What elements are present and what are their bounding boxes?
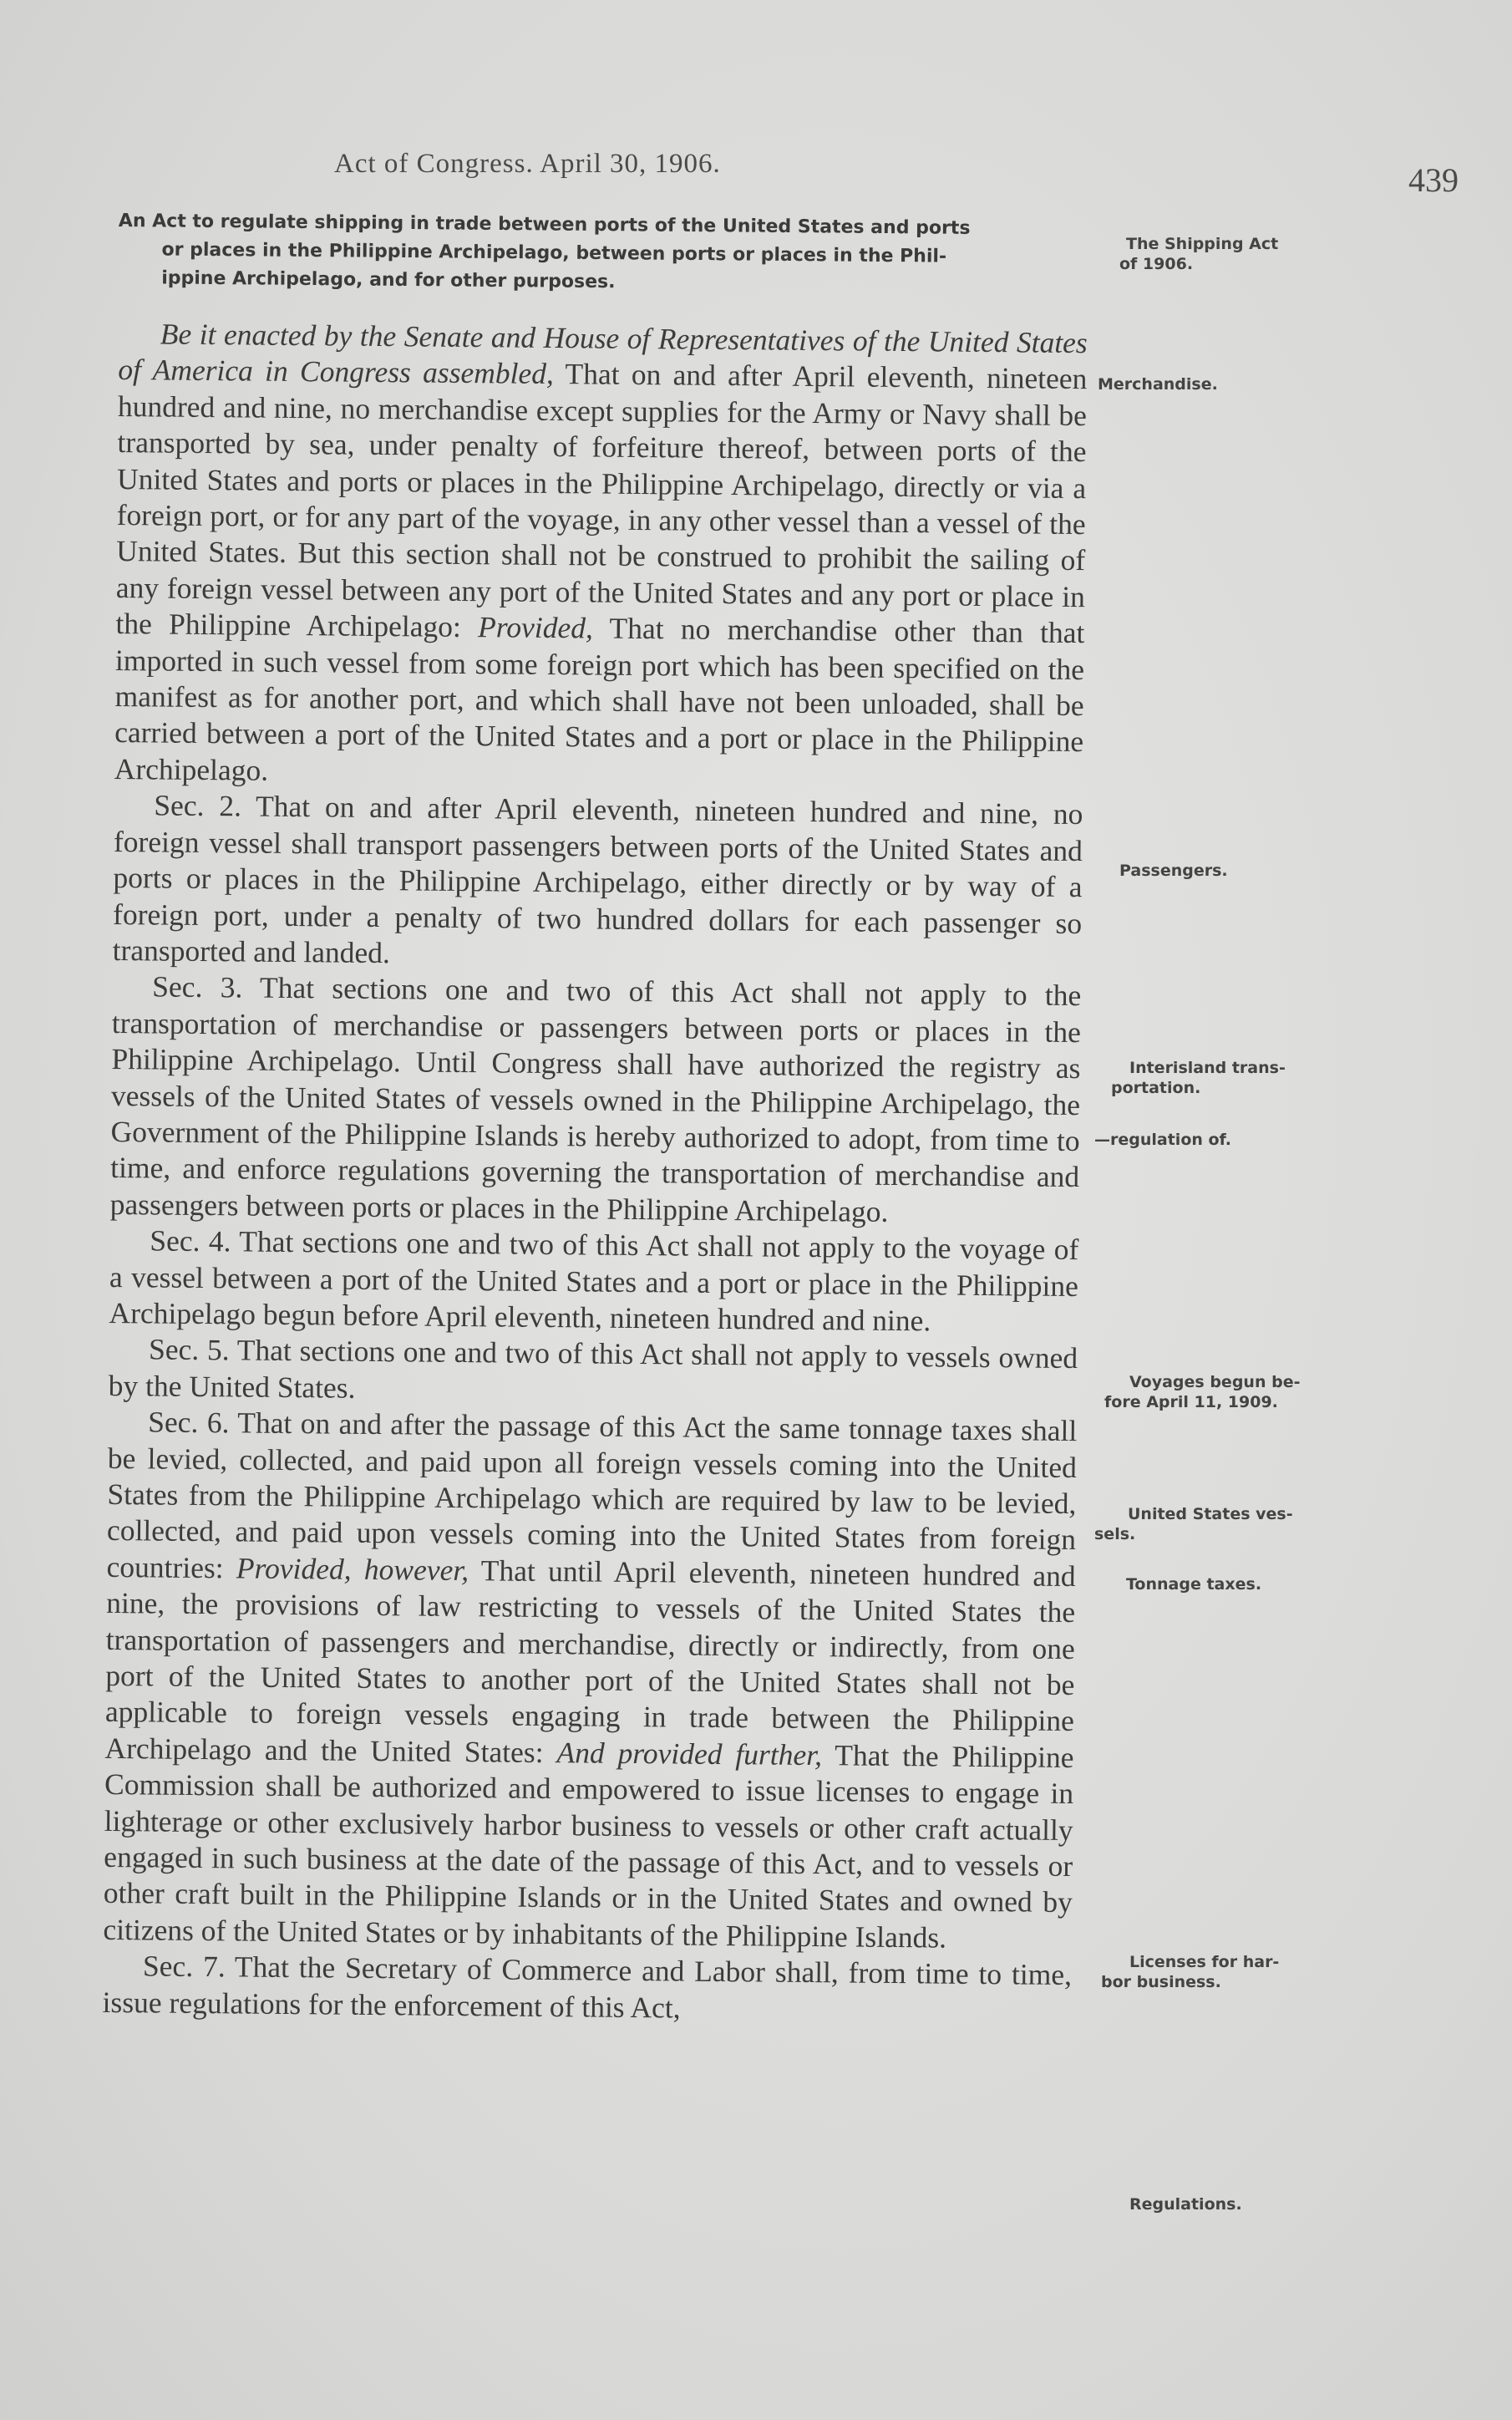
title-line-1: An Act to regulate shipping in trade between ports of the United States and ports bbox=[118, 210, 971, 239]
section-3: Sec. 3. That sections one and two of this Act shall not apply to the transportation of merchandise or passengers between ports or places in the Philippine Archipelago. Until Congress shall have authorized the registry as vessels of the United States of vessels owned in the Philippine Archipelago, the Government of the Philippine Islands is hereby authorized to adopt, from time to time, and enforce regulations governing the transportation of merchandise and passengers between ports or places in the Philippine Archipelago. bbox=[109, 969, 1082, 1228]
page-number: 439 bbox=[1408, 161, 1459, 199]
margin-note-merchandise: Merchandise. bbox=[1098, 375, 1218, 394]
margin-note-interisland bbox=[1111, 1058, 1286, 1098]
margin-note-tonnage: Tonnage taxes. bbox=[1126, 1575, 1262, 1594]
running-header: Act of Congress. April 30, 1906. bbox=[334, 149, 721, 179]
margin-note-line: sels. bbox=[1094, 1525, 1136, 1543]
act-body bbox=[102, 316, 1088, 2030]
margin-note-voyages bbox=[1104, 1372, 1300, 1412]
title-line-3: ippine Archipelago, and for other purposes. bbox=[161, 267, 616, 293]
proviso-keyword: Provided, bbox=[477, 610, 594, 645]
margin-note-line: Interisland trans- bbox=[1129, 1059, 1286, 1077]
margin-note-shipping-act bbox=[1119, 234, 1278, 274]
section-4: Sec. 4. That sections one and two of this Act shall not apply to the voyage of a vessel between a port of the United States and a port or place in the Philippine Archipelago begun before April eleventh, nineteen hundred and nine. bbox=[109, 1223, 1079, 1338]
margin-note-regulation: —regulation of. bbox=[1094, 1131, 1232, 1149]
section-7: Sec. 7. That the Secretary of Commerce and Labor shall, from time to time, issue regulations for the enforcement of this Act, bbox=[102, 1949, 1073, 2025]
margin-note-line: The Shipping Act bbox=[1126, 235, 1279, 253]
margin-note-line: bor business. bbox=[1101, 1973, 1221, 1991]
margin-note-regulations: Regulations. bbox=[1129, 2195, 1242, 2214]
margin-note-line: United States ves- bbox=[1128, 1505, 1293, 1523]
margin-note-line: of 1906. bbox=[1119, 255, 1194, 273]
enacting-formula: Be it enacted by the Senate and House of Representatives of the United States of America in Congress assembled, bbox=[118, 317, 1088, 391]
margin-note-passengers: Passengers. bbox=[1119, 862, 1228, 880]
section-6-text-b: That until April eleventh, nineteen hundred and nine, the provisions of law restricting to vessels of the United States the transportation of passengers and merchandise, directly or indirectly, from one port of the United States to another port of the United States shall not be applicable to foreign vessels engaging in trade between the Philippine Archipelago and the United States: bbox=[104, 1553, 1076, 1769]
section-1-text: That on and after April eleventh, nineteen hundred and nine, no merchandise except supplies for the Army or Navy shall be transported by sea, under penalty of forfeiture thereof, between ports of the United States and ports or places in the Philippine Archipelago, directly or via a foreign port, or for any part of the voyage, in any other vessel than a vessel of the United States. But this section shall not be construed to prohibit the sailing of any foreign vessel between any port of the United States and any port or place in the Philippine Archipelago: bbox=[115, 357, 1088, 644]
margin-note-line: portation. bbox=[1111, 1079, 1201, 1097]
title-line-2: or places in the Philippine Archipelago, between ports or places in the Phil- bbox=[161, 239, 947, 267]
section-6-proviso-2: And provided further, bbox=[556, 1735, 823, 1772]
margin-note-line: Licenses for har- bbox=[1129, 1953, 1280, 1971]
margin-note-licenses bbox=[1101, 1952, 1279, 1992]
section-1-proviso-text: That no merchandise other than that imported in such vessel from some foreign port which has been specified on the manifest as for another port, and which shall have not been unloaded, shall be carried between a port of the United States and a port or place in the Philippine Archipelago. bbox=[114, 611, 1085, 787]
act-title bbox=[118, 207, 1094, 301]
margin-note-line: fore April 11, 1909. bbox=[1104, 1393, 1278, 1411]
section-5: Sec. 5. That sections one and two of this Act shall not apply to vessels owned by the United States. bbox=[108, 1332, 1078, 1405]
section-6-text-c: That the Philippine Commission shall be authorized and empowered to issue licenses to engage in lighterage or other exclusively harbor business to vessels or other craft actually engaged in such business at the date of the passage of this Act, and to vessels or other craft built in the Philippine Islands or in the United States and owned by citizens of the United States or by inhabitants of the Philippine Islands. bbox=[103, 1738, 1074, 1955]
margin-note-us-vessels bbox=[1094, 1504, 1293, 1544]
enacting-clause bbox=[114, 316, 1088, 796]
section-6 bbox=[103, 1404, 1077, 1957]
section-6-proviso-1: Provided, however, bbox=[236, 1551, 469, 1587]
section-6-text-a: Sec. 6. That on and after the passage of this Act the same tonnage taxes shall be levied, collected, and paid upon all foreign vessels coming into the United States from the Philippine Archipelago which are required by law to be levied, collected, and paid upon vessels coming into the United States from foreign countries: bbox=[106, 1405, 1078, 1585]
section-2: Sec. 2. That on and after April eleventh, nineteen hundred and nine, no foreign vessel shall transport passengers between ports of the United States and ports or places in the Philippine Archipelago, either directly or by way of a foreign port, under a penalty of two hundred dollars for each passenger so transported and landed. bbox=[112, 788, 1083, 970]
margin-note-line: Voyages begun be- bbox=[1129, 1373, 1301, 1391]
